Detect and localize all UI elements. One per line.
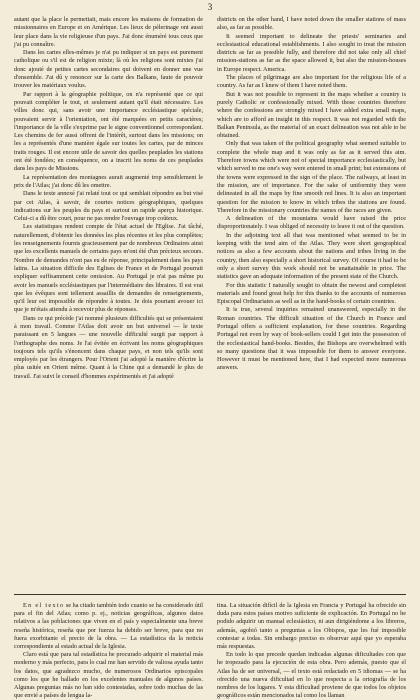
paragraph: In the adjoining text all that was mentioned what seemed to be in keeping with the tend aim of the Atlas. They were short geographical notices as also a few accounts about the nations and tribes living in the country, then also especially a short historical survey. Of course it had to be only a short survey this work should not be unattainable in price. The statistics gave an adequate information of the present state of the Church.: [217, 231, 406, 281]
section-divider: [14, 594, 406, 595]
paragraph: Claro está que para tal estadística he procurado adquirir el material más moderno y más perfecto, para lo cual me han servido de valiosa ayuda tanto los datos, que agradezco mucho, de numerosos Ordinarios episcopales como los que he hallado en los excelentes manuales de algunos países. Algunas preguntas más no han sido contestadas, sobre todo muchas de las que envié a países de lengua la-: [14, 651, 203, 700]
english-text-column: [217, 16, 406, 588]
paragraph: Dans le texte annexé j'ai relaté tout ce qui semblait répondre au but visé par cet Atlas, à savoir, de courtes notices géographiques, quelques indications sur les peuples du pays et surtout un rapide aperçu historique. Celui-ci a dû être court, pour ne pas rendre l'ouvrage trop coûteux.: [14, 190, 203, 223]
paragraph: La représentation des montagnes aurait augmenté trop sensiblement le prix de l'Atlas; j'ai donc dû les omettre.: [14, 173, 203, 189]
french-text-column: [14, 16, 203, 588]
spanish-text-column-left: [14, 602, 203, 700]
paragraph: Les statistiques rendent compte de l'état actuel de l'Eglise. J'ai tâché, naturellement, d'obtenir les données les plus récentes et les plus complètes; les renseignements fournis gracieusement par de nombreux Ordinaires ainsi que les excellents manuels de certains pays m'ont été d'un précieux secours. Nombre de demandes n'ont pas eu de réponse, principalement dans les pays latins. La situation difficile des Eglises de France et de Portugal pourrait expliquer suffisamment cette omission. Au Portugal je n'ai pas même pu avoir les manuels ecclésiastiques par l'intermédiaire des libraires. Il est vrai que les évêques sont tellement assaillis de demandes de renseignements, qu'il leur est impossible de répondre à toutes. Je dois pourtant avouer ici que je m'étais attendu à recevoir plus de réponses.: [14, 223, 203, 314]
paragraph: tina. La situación difícil de la Iglesia en Francia y Portugal ha ofrecido sin duda para estos países motivo suficiente de explicación. En Portugal no he podido adquirir un manual eclesiástico, ni aun dirigiéndome a los libreros, además, agobió tanto a preguntas a los Obispos, que les fué imposible contestar a todas. Sin embargo preciso es observar aquí que yo esperaba más respuestas.: [217, 602, 406, 651]
paragraph: The places of pilgrimage are also important for the religious life of a country. As far as I knew of them I have noted them.: [217, 74, 406, 90]
paragraph: Dans les cartes elles-mêmes je n'ai pu indiquer si un pays est purement catholique ou s'il est de religion mixte; là où les religions sont mixtes j'ai donc ajouté de petites cartes secondaires qui doivent en donner une vue d'ensemble. J'ai dû y renoncer sur la carte des Balkans, faute de pouvoir trouver les matériaux voulus.: [14, 49, 203, 90]
bottom-section: [14, 602, 406, 700]
paragraph: It is true, several inquiries remained unanswered, especially in the Roman countries. The difficult situation of the Church in France and Portugal offers a sufficient explanation, for these countries. Regarding Portugal not even by way of book-sellers could I get into the possession of the ecclesiastical hand-books. Besides, the Bishops are overwhelmed with so many questions that it was impossible for them to answer everyone. However it must be mentioned here, that I had expected more numerous answers.: [217, 306, 406, 372]
paragraph: districts on the other hand, I have noted down the smaller stations of mass also, as far as possible.: [217, 16, 406, 32]
paragraph: En todo lo que precede quedan indicadas algunas dificultades con que he tropezado para la ejecución de esta obra. Pero además, puesto que el Atlas ha de ser universal, — el texto está redactado en 5 idiomas — se ha ofrecido una nueva dificultad en lo que respecta a la ortografía de los nombres de los lugares. Y esta dificultad proviene de que todos los objetos geográficos están mencionados tal como los llaman: [217, 651, 406, 700]
top-section: [14, 16, 406, 588]
paragraph: For this statistic I naturally sought to obtain the newest and completest materials and found great help for this thanks to the accounts of numerous Episcopal Ordinariates as well as in the hand-books of certain countries.: [217, 281, 406, 306]
paragraph: Only that was taken of the political geography what seemed suitable to complete the whole map and it was only as far as it served this aim. Therefore towns which were not of special importance ecclesiastically, but which served to me one's way were entered in small print; but extensions of the towns were expressed in the sign of the place. The railways, at least in the mission, are of importance. For the sake of uniformity they were delineated in all the maps by fine smooth red lines. It is also an important question for the mission to know in which tribes the stations are found. Therefore in the missionary countries the names of the races are given.: [217, 140, 406, 214]
page-number: 3: [207, 2, 213, 12]
spanish-text-column-right: [217, 602, 406, 700]
paragraph: But it was not possible to represent in the maps whether a country is purely Catholic or confessionally mixed. With those countries therefore where the confessions are strongly mixed I have added extra small maps, which are to afford an insight in this respect. It was not regarded with the Balkan Peninsula, as the material of an exact delineation was not able to be obtained.: [217, 90, 406, 140]
paragraph-text: se ha citado también todo cuanto se ha considerado útil para el fin del Atlas; como p. ej., noticias geográficas, algunos datos relativos a las poblaciones que viven en el país y especialmente una breve reseña histórica, reseña que por fuerza ha debido ser breve, para que no fuera exorbitante el precio de la obra. — La estadística da la noticia correspondiente al estado actual de la Iglesia.: [14, 602, 203, 651]
paragraph: Par rapport à la géographie politique, on n'a représenté que ce qui pouvait compléter le tout, et seulement autant qu'il était nécessaire. Les villes donc qui, sans avoir une importance ecclésiastique spéciale, pouvaient servir à l'orientation, ont été marquées en petits caractères; l'importance de la ville s'exprime par le signe conventionnel correspondant. Les chemins de fer aussi offrent de l'intérêt, surtout dans les missions; on les a représentés d'une manière égale sur toutes les cartes, par de minces traits rouges. Il est encore utile de savoir des quelles peuplades les stations ont été fondées; en conséquence, on a inscrit les noms de ces peuplades dans les pays de Missions.: [14, 90, 203, 173]
paragraph: Dans ce qui précède j'ai nommé plusieurs difficultés qui se présentaient à mon travail. Comme l'Atlas doit avoir un but universel — le texte paraissant en 5 langues — une nouvelle difficulté surgit par rapport à l'orthographe des noms. Je l'ai évitée en écrivant les noms géographiques toujours tels qu'ils s'énoncent dans chaque pays, et non tels qu'ils sont employés par les étrangers. Pour l'Orient j'ai adopté la manière d'écrire la plus usitée en Orient même. Quant à la Chine qui a demandé le plus de travail. J'ai suivi le conseil d'hommes expérimentés et j'ai adopté: [14, 314, 203, 380]
paragraph: autant que la place le permettait, mais encore les maisons de formation de missionnaires en Europe et en Amérique. Les lieux de pèlerinage ont aussi leur place dans la vie religieuse d'un pays. J'ai donc énuméré tous ceux que j'ai pu connaître.: [14, 16, 203, 48]
paragraph: It seemed important to delineate the priests' seminaries and ecclesiastical educational establishments. I also sought to treat the mission districts as far as possible fully, and therefore did not take only all chief mission-stations as far as the space allowed it, but also the mission-houses in Europe respect. America.: [217, 32, 406, 73]
paragraph: A delineation of the mountains would have raised the price disproportionately. I was obliged of necessity to leave it out of the question.: [217, 215, 406, 231]
spaced-lead: En el texto: [23, 602, 65, 609]
paragraph: [14, 602, 203, 651]
